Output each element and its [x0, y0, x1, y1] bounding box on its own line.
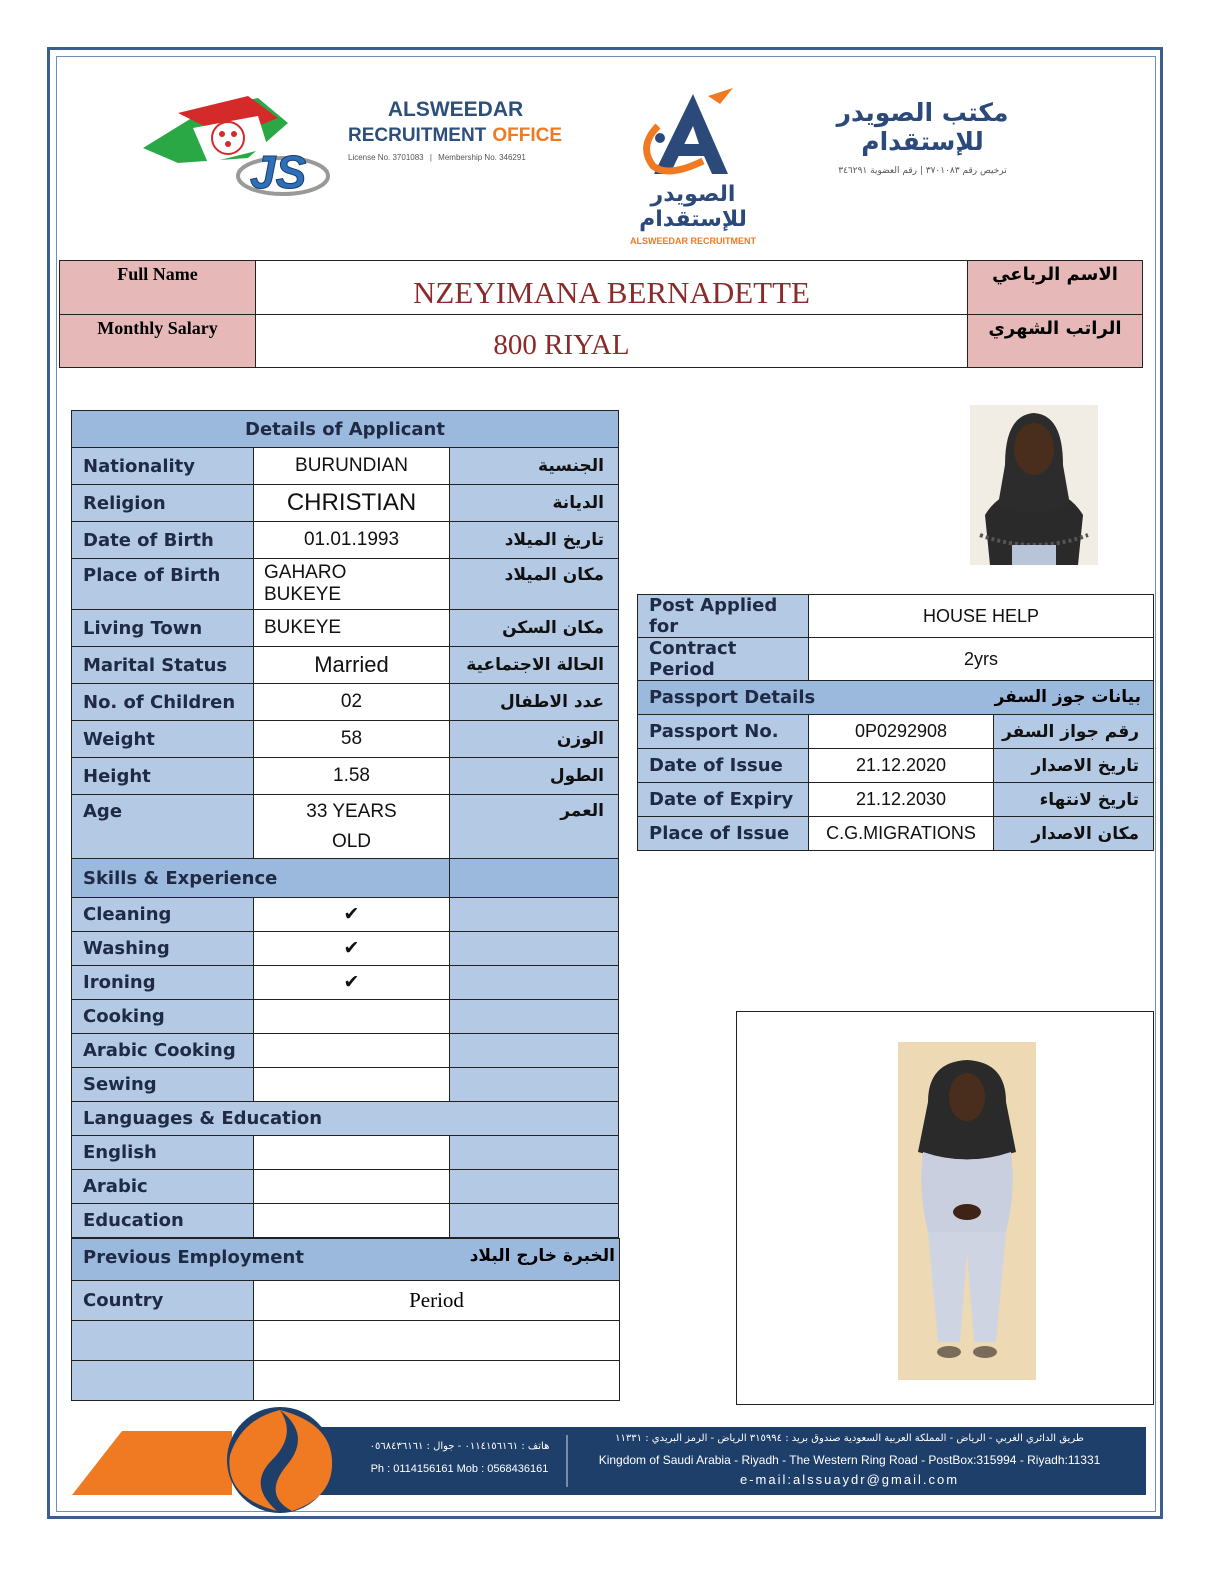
- skill-arabic-cooking-blank: [450, 1034, 619, 1068]
- employment-period-2: [254, 1361, 620, 1401]
- skill-row: [72, 966, 619, 1000]
- detail-row: [72, 647, 619, 684]
- skill-cooking-check: [254, 1000, 450, 1034]
- skill-cooking-label: Cooking: [72, 1000, 254, 1034]
- skill-ironing-label: Ironing: [72, 966, 254, 1000]
- monthly-salary-label: Monthly Salary: [60, 315, 256, 368]
- marital-status-ar: الحالة الاجتماعية: [450, 647, 619, 684]
- religion-ar: الديانة: [450, 485, 619, 522]
- employment-title-cell: [72, 1239, 620, 1281]
- skill-cleaning-label: Cleaning: [72, 898, 254, 932]
- education-label: Education: [72, 1204, 254, 1238]
- living-town-ar: مكان السكن: [450, 610, 619, 647]
- passport-title: Passport Details: [649, 687, 816, 708]
- footer-phone-en: Ph : 0114156161 Mob : 0568436161: [370, 1463, 549, 1475]
- detail-row: [72, 721, 619, 758]
- employment-title: Previous Employment: [83, 1247, 304, 1268]
- passport-row: [638, 715, 1154, 749]
- skill-ironing-check: ✔: [254, 966, 450, 1000]
- applicant-photo-full: [898, 1042, 1036, 1380]
- lang-english-blank: [450, 1136, 619, 1170]
- employment-row: [72, 1361, 620, 1401]
- passport-title-cell: [638, 681, 1154, 715]
- skill-washing-label: Washing: [72, 932, 254, 966]
- education-value: [254, 1204, 450, 1238]
- living-town-label: Living Town: [72, 610, 254, 647]
- skills-title-blank: [450, 859, 619, 898]
- skill-cleaning-check: ✔: [254, 898, 450, 932]
- footer-email[interactable]: e-mail:alssuaydr@gmail.com: [739, 1472, 960, 1487]
- religion-label: Religion: [72, 485, 254, 522]
- skill-arabic-cooking-check: [254, 1034, 450, 1068]
- pob-label: Place of Birth: [72, 559, 254, 610]
- passport-row: [638, 817, 1154, 851]
- office-name-ar: مكتب الصويدر للإستقدام: [836, 98, 1009, 156]
- details-title: Details of Applicant: [72, 411, 619, 448]
- dob-ar: تاريخ الميلاد: [450, 522, 619, 559]
- employment-period-1: [254, 1321, 620, 1361]
- detail-row: [72, 522, 619, 559]
- logo-license-line: License No. 3701083 | Membership No. 346291: [348, 153, 526, 162]
- full-name-label: Full Name: [60, 261, 256, 315]
- alsweedar-english-logo: [348, 98, 563, 178]
- detail-row: [72, 795, 619, 859]
- lang-english-label: English: [72, 1136, 254, 1170]
- living-town-value: BUKEYE: [254, 610, 450, 647]
- logo-office: OFFICE: [492, 125, 562, 146]
- js-logo-text: JS: [250, 146, 307, 198]
- skill-sewing-check: [254, 1068, 450, 1102]
- place-of-issue-value: C.G.MIGRATIONS: [809, 817, 994, 851]
- nationality-label: Nationality: [72, 448, 254, 485]
- skills-title: Skills & Experience: [72, 859, 450, 898]
- logo-recruitment: RECRUITMENT: [348, 125, 487, 146]
- height-label: Height: [72, 758, 254, 795]
- employment-row: [72, 1321, 620, 1361]
- post-table: [637, 594, 1154, 851]
- skill-row: [72, 932, 619, 966]
- language-row: [72, 1170, 619, 1204]
- lang-arabic-label: Arabic: [72, 1170, 254, 1204]
- dob-label: Date of Birth: [72, 522, 254, 559]
- detail-row: [72, 485, 619, 522]
- full-name-ar: الاسم الرباعي: [968, 261, 1143, 315]
- passport-row: [638, 783, 1154, 817]
- skill-row: [72, 898, 619, 932]
- contract-period-label: Contract Period: [638, 638, 809, 681]
- name-salary-table: [59, 260, 1143, 368]
- office-sub-ar: ترخيص رقم ٣٧٠١٠٨٣ | رقم العضوية ٣٤٦٢٩١: [838, 166, 1007, 176]
- applicant-photo-portrait: [970, 405, 1098, 565]
- language-row: [72, 1136, 619, 1170]
- religion-value: CHRISTIAN: [254, 485, 450, 522]
- skill-sewing-label: Sewing: [72, 1068, 254, 1102]
- marital-status-label: Marital Status: [72, 647, 254, 684]
- employment-table: [71, 1238, 620, 1401]
- post-applied-value: HOUSE HELP: [809, 595, 1154, 638]
- weight-value: 58: [254, 721, 450, 758]
- lang-english-value: [254, 1136, 450, 1170]
- nationality-value: BURUNDIAN: [254, 448, 450, 485]
- logo-line-1: ALSWEEDAR: [387, 98, 524, 121]
- skill-ironing-blank: [450, 966, 619, 1000]
- passport-no-label: Passport No.: [638, 715, 809, 749]
- skill-row: [72, 1034, 619, 1068]
- skill-washing-check: ✔: [254, 932, 450, 966]
- contract-period-value: 2yrs: [809, 638, 1154, 681]
- skill-cooking-blank: [450, 1000, 619, 1034]
- skill-arabic-cooking-label: Arabic Cooking: [72, 1034, 254, 1068]
- full-name-value: NZEYIMANA BERNADETTE: [256, 261, 968, 315]
- marital-status-value: Married: [254, 647, 450, 684]
- monthly-salary-value: 800 RIYAL: [256, 315, 968, 368]
- height-ar: الطول: [450, 758, 619, 795]
- employment-country-1: [72, 1321, 254, 1361]
- full-photo-frame: [736, 1011, 1154, 1405]
- passport-no-value: 0P0292908: [809, 715, 994, 749]
- monthly-salary-ar: الراتب الشهري: [968, 315, 1143, 368]
- detail-row: [72, 684, 619, 721]
- nationality-ar: الجنسية: [450, 448, 619, 485]
- age-ar: العمر: [450, 795, 619, 859]
- detail-row: [72, 758, 619, 795]
- age-value: 33 YEARS OLD: [254, 795, 450, 859]
- employment-country-2: [72, 1361, 254, 1401]
- place-of-issue-ar: مكان الاصدار: [994, 817, 1154, 851]
- height-value: 1.58: [254, 758, 450, 795]
- alsweedar-arabic-logo: [805, 98, 1040, 176]
- passport-row: [638, 749, 1154, 783]
- dob-value: 01.01.1993: [254, 522, 450, 559]
- place-of-issue-label: Place of Issue: [638, 817, 809, 851]
- footer-phone-ar: هاتف : ٠١١٤١٥٦١٦١ - جوال : ٠٥٦٨٤٣٦١٦١: [369, 1441, 550, 1452]
- skill-row: [72, 1000, 619, 1034]
- license-number: License No. 3701083: [348, 153, 424, 162]
- lang-arabic-value: [254, 1170, 450, 1204]
- pob-value: GAHARO BUKEYE: [254, 559, 450, 610]
- footer-banner: [72, 1405, 1146, 1513]
- membership-number: Membership No. 346291: [438, 153, 526, 162]
- language-row: [72, 1204, 619, 1238]
- expiry-date-value: 21.12.2030: [809, 783, 994, 817]
- footer-address-en: Kingdom of Saudi Arabia - Riyadh - The Western Ring Road - PostBox:315994 - Riyadh:11331: [598, 1453, 1101, 1467]
- skill-row: [72, 1068, 619, 1102]
- alsweedar-center-logo: [608, 86, 778, 246]
- detail-row: [72, 559, 619, 610]
- detail-row: [72, 610, 619, 647]
- detail-row: [72, 448, 619, 485]
- children-label: No. of Children: [72, 684, 254, 721]
- issue-date-ar: تاريخ الاصدار: [994, 749, 1154, 783]
- languages-title: Languages & Education: [72, 1102, 619, 1136]
- a-letter-icon: [608, 86, 778, 186]
- center-logo-en: ALSWEEDAR RECRUITMENT: [630, 236, 756, 246]
- expiry-date-label: Date of Expiry: [638, 783, 809, 817]
- skill-sewing-blank: [450, 1068, 619, 1102]
- expiry-date-ar: تاريخ لانتهاء: [994, 783, 1154, 817]
- age-label: Age: [72, 795, 254, 859]
- children-value: 02: [254, 684, 450, 721]
- country-label: Country: [72, 1281, 254, 1321]
- skill-cleaning-blank: [450, 898, 619, 932]
- children-ar: عدد الاطفال: [450, 684, 619, 721]
- passport-no-ar: رقم جواز السفر: [994, 715, 1154, 749]
- pob-ar: مكان الميلاد: [450, 559, 619, 610]
- details-table: [71, 410, 619, 1238]
- logo-line-2: [348, 124, 563, 147]
- burundi-js-logo: [138, 88, 338, 213]
- weight-label: Weight: [72, 721, 254, 758]
- lang-arabic-blank: [450, 1170, 619, 1204]
- footer-address-ar: طريق الدائري الغربي - الرياض - المملكة العربية السعودية صندوق بريد : ٣١٥٩٩٤ الرياض - الرمز البريدي : ١١٣٣١: [615, 1433, 1084, 1444]
- center-logo-ar: الصويدر للإستقدام: [639, 182, 747, 232]
- post-applied-label: Post Applied for: [638, 595, 809, 638]
- issue-date-label: Date of Issue: [638, 749, 809, 783]
- period-label: Period: [254, 1281, 620, 1321]
- weight-ar: الوزن: [450, 721, 619, 758]
- passport-title-ar: بيانات جوز السفر: [994, 687, 1141, 707]
- skill-washing-blank: [450, 932, 619, 966]
- employment-title-ar: الخبرة خارج البلاد: [469, 1246, 615, 1266]
- issue-date-value: 21.12.2020: [809, 749, 994, 783]
- education-blank: [450, 1204, 619, 1238]
